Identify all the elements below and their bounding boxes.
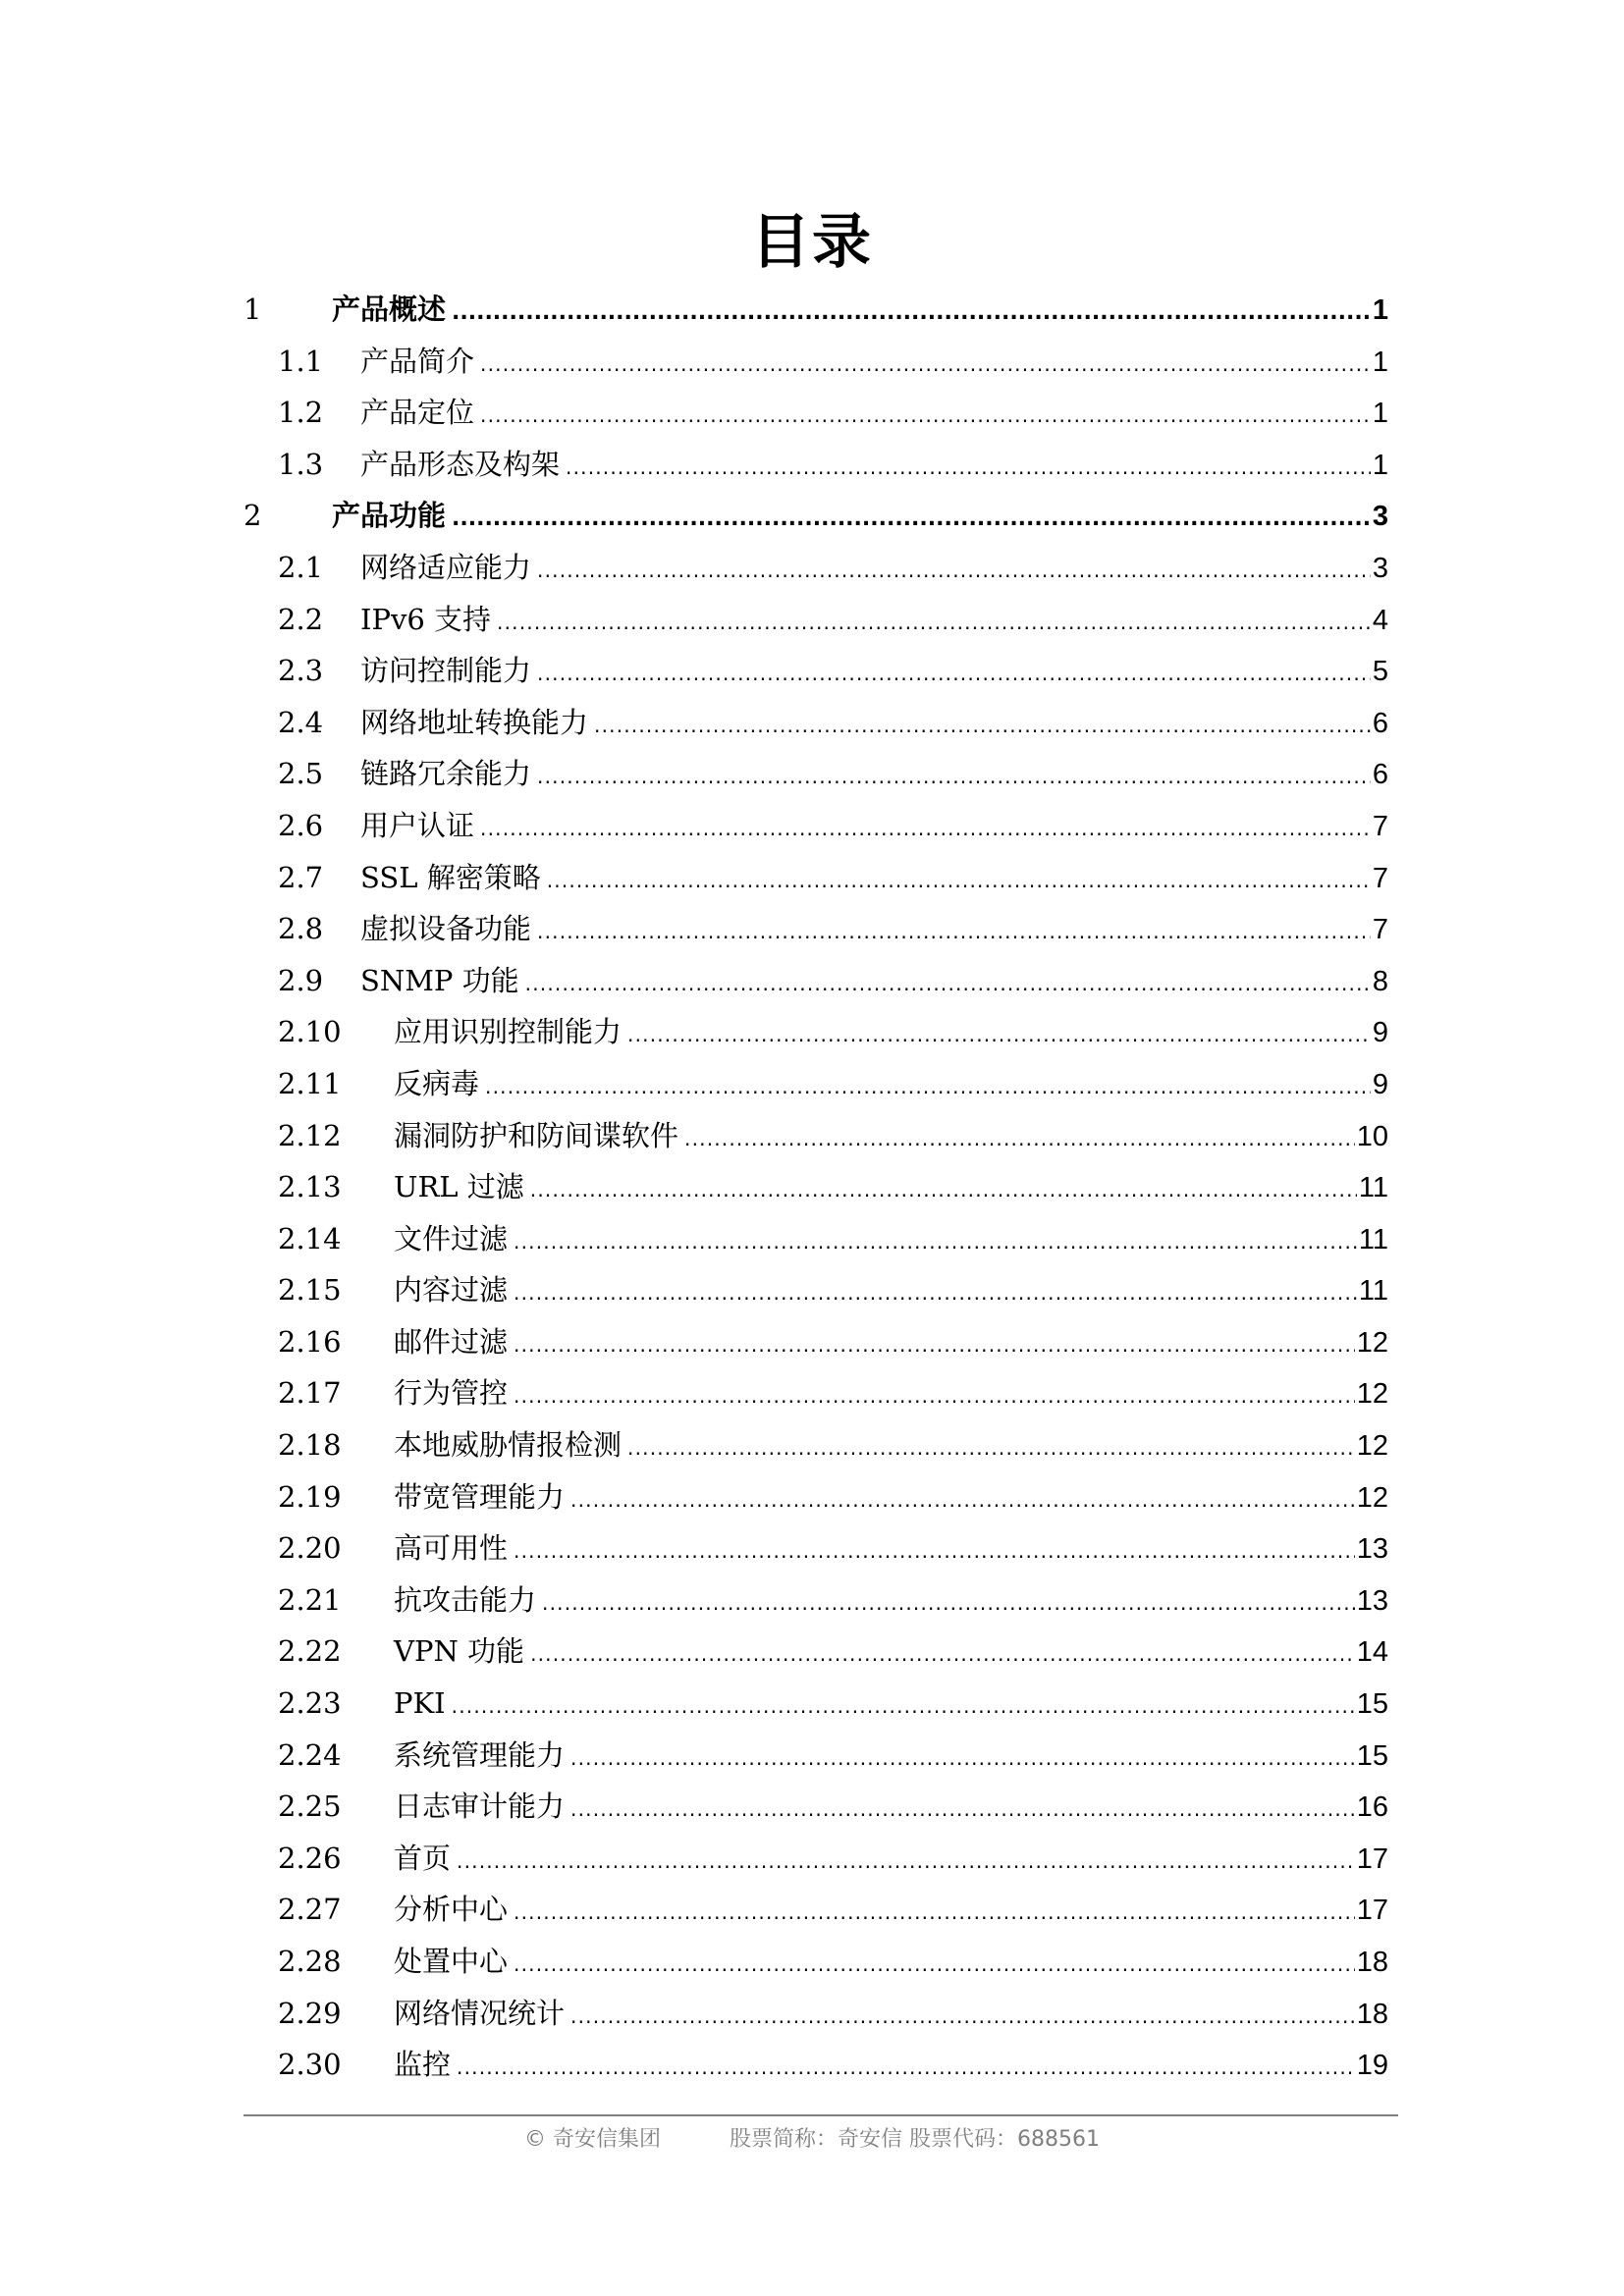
toc-dot-leader bbox=[514, 1267, 1357, 1319]
toc-entry-number: 2.9 bbox=[278, 963, 324, 997]
toc-entry-label: 文件过滤 bbox=[394, 1221, 509, 1255]
toc-entry[interactable] bbox=[244, 852, 1388, 904]
toc-entry-label: 分析中心 bbox=[394, 1893, 509, 1927]
toc-entry[interactable] bbox=[244, 1781, 1388, 1833]
toc-entry-number: 2.15 bbox=[278, 1273, 342, 1308]
toc-entry-page: 14 bbox=[1356, 1636, 1388, 1669]
toc-entry-page: 9 bbox=[1372, 1068, 1388, 1100]
toc-entry-label: 漏洞防护和防间谍软件 bbox=[394, 1118, 679, 1152]
toc-entry-label: PKI bbox=[394, 1686, 446, 1721]
toc-entry-page: 18 bbox=[1356, 1998, 1388, 2030]
toc-entry-page: 1 bbox=[1372, 449, 1388, 481]
toc-entry-page: 1 bbox=[1372, 294, 1388, 326]
toc-entry-page: 10 bbox=[1356, 1120, 1388, 1152]
toc-dot-leader bbox=[537, 751, 1371, 803]
toc-entry-number: 2.30 bbox=[278, 2048, 342, 2082]
toc-entry-label: 用户认证 bbox=[360, 808, 475, 842]
toc-entry-page: 17 bbox=[1356, 1895, 1388, 1927]
toc-entry-label: 产品形态及构架 bbox=[360, 447, 561, 481]
toc-entry-label: 抗攻击能力 bbox=[394, 1582, 537, 1617]
toc-entry-page: 12 bbox=[1356, 1378, 1388, 1411]
toc-entry-page: 15 bbox=[1356, 1688, 1388, 1721]
toc-entry-label: 网络情况统计 bbox=[394, 1996, 566, 2030]
toc-entry-label: 行为管控 bbox=[394, 1376, 509, 1411]
toc-entry[interactable] bbox=[244, 1730, 1388, 1782]
toc-entry-label: 日志审计能力 bbox=[394, 1789, 566, 1824]
page-title: 目录 bbox=[751, 208, 873, 277]
toc-entry-number: 2.10 bbox=[278, 1015, 342, 1049]
toc-entry-page: 15 bbox=[1356, 1739, 1388, 1772]
toc-dot-leader bbox=[452, 288, 1371, 340]
toc-entry[interactable] bbox=[244, 1884, 1388, 1936]
toc-entry[interactable] bbox=[244, 955, 1388, 1007]
toc-entry[interactable] bbox=[244, 1110, 1388, 1162]
toc-dot-leader bbox=[452, 1681, 1355, 1733]
toc-entry-label: 邮件过滤 bbox=[394, 1324, 509, 1359]
toc-entry-number: 2.16 bbox=[278, 1324, 342, 1359]
toc-entry[interactable] bbox=[244, 2039, 1388, 2091]
toc-entry-label: 首页 bbox=[394, 1841, 452, 1875]
toc-entry[interactable] bbox=[244, 387, 1388, 439]
toc-entry[interactable] bbox=[244, 439, 1388, 491]
toc-entry-number: 2 bbox=[244, 499, 262, 533]
toc-entry[interactable] bbox=[244, 1161, 1388, 1213]
toc-dot-leader bbox=[570, 1474, 1355, 1526]
toc-entry-number: 2.27 bbox=[278, 1893, 342, 1927]
toc-entry-page: 12 bbox=[1356, 1326, 1388, 1359]
toc-entry-number: 2.19 bbox=[278, 1479, 342, 1514]
toc-entry-label: 网络地址转换能力 bbox=[360, 705, 589, 739]
toc-entry[interactable] bbox=[244, 490, 1388, 542]
toc-dot-leader bbox=[542, 1577, 1355, 1629]
toc-entry-label: 高可用性 bbox=[394, 1531, 509, 1566]
toc-dot-leader bbox=[684, 1113, 1355, 1165]
toc-entry-number: 2.24 bbox=[278, 1737, 342, 1772]
toc-dot-leader bbox=[537, 906, 1371, 958]
toc-entry[interactable] bbox=[244, 542, 1388, 594]
toc-entry-page: 12 bbox=[1356, 1430, 1388, 1463]
toc-entry-number: 2.23 bbox=[278, 1686, 342, 1721]
toc-entry-number: 2.25 bbox=[278, 1789, 342, 1824]
toc-dot-leader bbox=[457, 2042, 1355, 2094]
toc-entry[interactable] bbox=[244, 1988, 1388, 2040]
toc-dot-leader bbox=[627, 1009, 1371, 1061]
toc-dot-leader bbox=[514, 1887, 1355, 1939]
toc-entry-number: 2.29 bbox=[278, 1996, 342, 2030]
toc-entry-label: URL 过滤 bbox=[394, 1170, 524, 1204]
toc-entry-page: 3 bbox=[1372, 552, 1388, 584]
toc-entry-label: VPN 功能 bbox=[394, 1634, 525, 1669]
toc-entry-page: 5 bbox=[1372, 656, 1388, 688]
toc-entry-number: 2.5 bbox=[278, 757, 324, 791]
toc-dot-leader bbox=[570, 1733, 1355, 1785]
toc-entry[interactable] bbox=[244, 748, 1388, 800]
toc-entry-page: 9 bbox=[1372, 1017, 1388, 1049]
toc-entry-page: 1 bbox=[1372, 398, 1388, 430]
toc-entry-page: 11 bbox=[1358, 1275, 1388, 1308]
toc-entry-label: 产品简介 bbox=[360, 344, 475, 378]
toc-entry[interactable] bbox=[244, 1575, 1388, 1627]
toc-entry[interactable] bbox=[244, 1936, 1388, 1988]
toc-entry-label: SNMP 功能 bbox=[360, 963, 519, 997]
toc-entry-label: 处置中心 bbox=[394, 1945, 509, 1978]
toc-dot-leader bbox=[530, 1629, 1355, 1681]
toc-entry-number: 2.22 bbox=[278, 1634, 342, 1669]
footer-stock-info: 股票简称：奇安信 股票代码：688561 bbox=[730, 2127, 1100, 2152]
toc-entry-label: IPv6 支持 bbox=[360, 602, 492, 636]
toc-entry[interactable] bbox=[244, 1678, 1388, 1730]
toc-entry-page: 16 bbox=[1356, 1791, 1388, 1824]
toc-entry-number: 1.3 bbox=[278, 447, 324, 481]
page-footer bbox=[0, 2122, 1624, 2158]
toc-entry-label: 本地威胁情报检测 bbox=[394, 1428, 623, 1463]
toc-entry-page: 7 bbox=[1372, 914, 1388, 946]
toc-entry-number: 2.11 bbox=[278, 1066, 342, 1100]
toc-dot-leader bbox=[627, 1422, 1355, 1474]
toc-entry-label: 产品概述 bbox=[332, 293, 447, 326]
toc-entry-number: 2.18 bbox=[278, 1428, 342, 1463]
toc-dot-leader bbox=[457, 1836, 1355, 1888]
toc-entry-page: 13 bbox=[1356, 1584, 1388, 1617]
toc-dot-leader bbox=[570, 1784, 1355, 1836]
toc-entry-page: 11 bbox=[1358, 1172, 1388, 1204]
toc-entry-number: 2.3 bbox=[278, 654, 324, 688]
toc-entry-page: 19 bbox=[1356, 2050, 1388, 2082]
toc-entry-label: 产品定位 bbox=[360, 396, 475, 430]
toc-entry-label: 网络适应能力 bbox=[360, 550, 532, 584]
toc-dot-leader bbox=[514, 1525, 1355, 1577]
toc-entry[interactable] bbox=[244, 1419, 1388, 1471]
toc-entry-page: 6 bbox=[1372, 707, 1388, 739]
toc-dot-leader bbox=[514, 1939, 1355, 1991]
toc-entry-page: 3 bbox=[1372, 501, 1388, 533]
toc-entry-number: 2.13 bbox=[278, 1170, 342, 1204]
toc-entry-number: 2.12 bbox=[278, 1118, 342, 1152]
toc-dot-leader bbox=[497, 597, 1371, 649]
toc-entry-page: 1 bbox=[1372, 346, 1388, 378]
toc-dot-leader bbox=[537, 545, 1371, 597]
toc-dot-leader bbox=[525, 958, 1371, 1010]
toc-entry[interactable] bbox=[244, 1213, 1388, 1265]
toc-entry-label: 应用识别控制能力 bbox=[394, 1015, 623, 1049]
toc-entry-page: 17 bbox=[1356, 1842, 1388, 1875]
toc-entry-number: 2.7 bbox=[278, 860, 324, 894]
table-of-contents bbox=[244, 284, 1388, 2091]
toc-entry[interactable] bbox=[244, 1626, 1388, 1678]
toc-entry-page: 4 bbox=[1372, 604, 1388, 636]
toc-entry[interactable] bbox=[244, 1522, 1388, 1575]
toc-entry[interactable] bbox=[244, 645, 1388, 697]
toc-dot-leader bbox=[594, 700, 1371, 752]
toc-entry-label: SSL 解密策略 bbox=[360, 860, 541, 894]
toc-dot-leader bbox=[530, 1164, 1357, 1216]
toc-entry-number: 2.20 bbox=[278, 1531, 342, 1566]
toc-dot-leader bbox=[452, 494, 1371, 546]
toc-entry-number: 2.8 bbox=[278, 912, 324, 946]
toc-entry-number: 2.21 bbox=[278, 1582, 342, 1617]
toc-entry-number: 2.2 bbox=[278, 602, 324, 636]
toc-dot-leader bbox=[480, 339, 1371, 391]
footer-copyright: © 奇安信集团 bbox=[524, 2127, 661, 2152]
toc-entry-label: 产品功能 bbox=[332, 499, 447, 533]
toc-entry-number: 2.28 bbox=[278, 1945, 342, 1978]
toc-entry[interactable] bbox=[244, 1264, 1388, 1316]
toc-entry[interactable] bbox=[244, 903, 1388, 955]
toc-entry-number: 1.1 bbox=[278, 344, 324, 378]
toc-entry-number: 2.6 bbox=[278, 808, 324, 842]
toc-dot-leader bbox=[566, 442, 1371, 494]
toc-dot-leader bbox=[570, 1991, 1355, 2043]
toc-entry-page: 12 bbox=[1356, 1481, 1388, 1514]
toc-dot-leader bbox=[480, 390, 1371, 442]
toc-entry-number: 2.14 bbox=[278, 1221, 342, 1255]
toc-entry-number: 2.1 bbox=[278, 550, 324, 584]
toc-entry[interactable] bbox=[244, 800, 1388, 852]
toc-entry-number: 2.4 bbox=[278, 705, 324, 739]
footer-divider bbox=[244, 2114, 1398, 2116]
toc-entry-label: 带宽管理能力 bbox=[394, 1479, 566, 1514]
toc-entry-label: 内容过滤 bbox=[394, 1273, 509, 1308]
toc-entry[interactable] bbox=[244, 1471, 1388, 1523]
toc-entry-page: 13 bbox=[1356, 1533, 1388, 1566]
toc-entry-number: 2.17 bbox=[278, 1376, 342, 1411]
toc-entry[interactable] bbox=[244, 1058, 1388, 1110]
toc-entry[interactable] bbox=[244, 594, 1388, 646]
toc-entry[interactable] bbox=[244, 284, 1388, 336]
toc-dot-leader bbox=[485, 1061, 1371, 1113]
toc-entry[interactable] bbox=[244, 697, 1388, 749]
toc-entry-label: 监控 bbox=[394, 2048, 452, 2082]
toc-dot-leader bbox=[514, 1319, 1355, 1371]
toc-entry-number: 2.26 bbox=[278, 1841, 342, 1875]
toc-entry-label: 虚拟设备功能 bbox=[360, 912, 532, 946]
toc-entry-page: 18 bbox=[1356, 1947, 1388, 1978]
toc-entry-label: 链路冗余能力 bbox=[360, 757, 532, 791]
toc-entry-page: 7 bbox=[1372, 862, 1388, 894]
toc-entry-page: 8 bbox=[1372, 965, 1388, 997]
toc-entry[interactable] bbox=[244, 336, 1388, 388]
toc-entry[interactable] bbox=[244, 1833, 1388, 1885]
toc-entry-page: 11 bbox=[1358, 1223, 1388, 1255]
toc-dot-leader bbox=[514, 1370, 1355, 1422]
toc-entry-label: 系统管理能力 bbox=[394, 1737, 566, 1772]
toc-entry-label: 反病毒 bbox=[394, 1066, 480, 1100]
toc-entry[interactable] bbox=[244, 1316, 1388, 1368]
toc-entry-label: 访问控制能力 bbox=[360, 654, 532, 688]
toc-entry[interactable] bbox=[244, 1367, 1388, 1419]
toc-entry[interactable] bbox=[244, 1006, 1388, 1058]
toc-dot-leader bbox=[547, 855, 1371, 907]
toc-dot-leader bbox=[480, 803, 1371, 855]
toc-dot-leader bbox=[514, 1216, 1357, 1268]
toc-entry-number: 1.2 bbox=[278, 396, 324, 430]
toc-entry-page: 7 bbox=[1372, 810, 1388, 842]
toc-entry-number: 1 bbox=[244, 293, 262, 326]
toc-entry-page: 6 bbox=[1372, 759, 1388, 791]
toc-dot-leader bbox=[537, 648, 1371, 700]
